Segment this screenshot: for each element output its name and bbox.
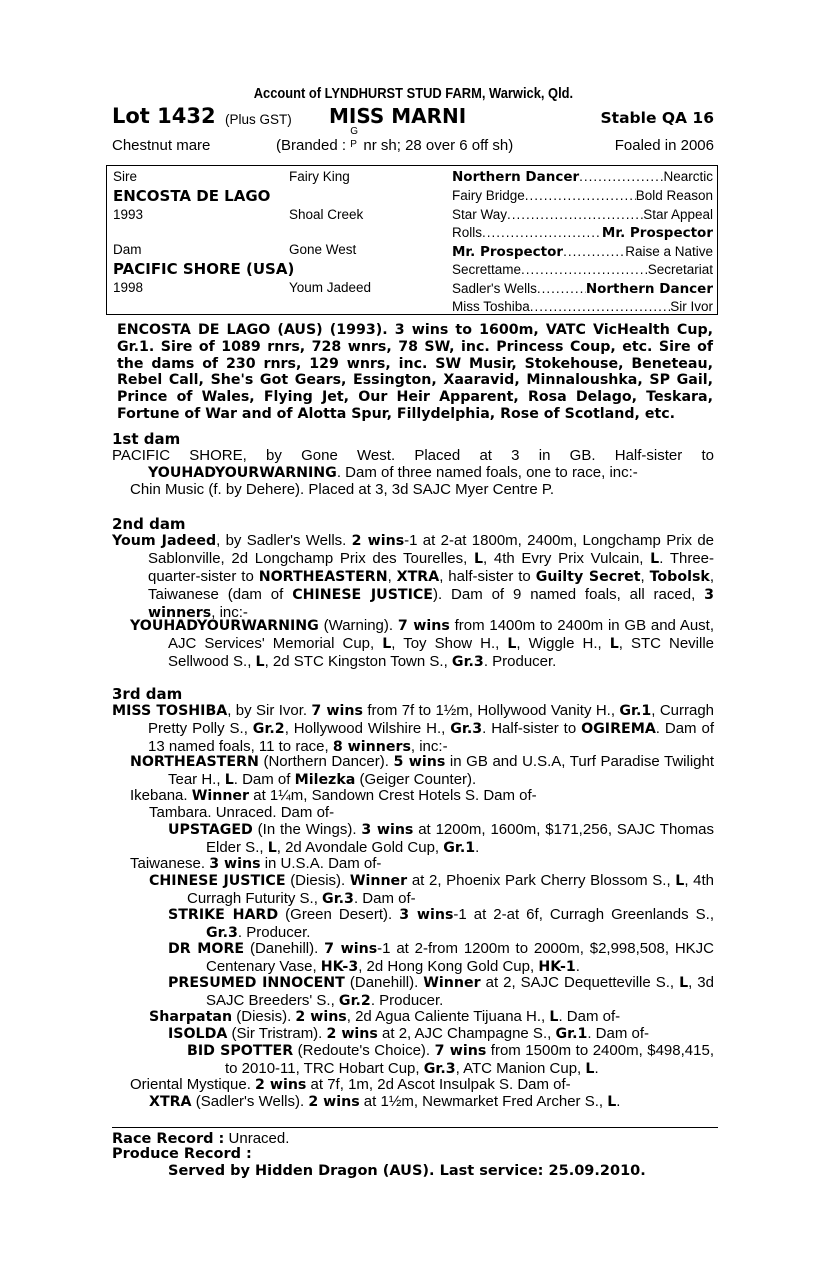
emphasized-text: Sharpatan xyxy=(149,1009,233,1025)
horse-description xyxy=(112,126,714,157)
entry-text: , inc:- xyxy=(410,738,448,755)
pedigree-entry xyxy=(112,447,714,482)
pedigree-entry xyxy=(168,821,714,857)
entry-text: . Dam of- xyxy=(353,890,416,907)
gen3-ancestor: Mr. Prospector xyxy=(452,244,564,260)
entry-text: . xyxy=(475,839,480,856)
emphasized-text: YOUHADYOURWARNING xyxy=(130,618,319,634)
race-record-label: Race Record : xyxy=(112,1131,225,1147)
entry-text: . xyxy=(616,1093,621,1110)
entry-text: , Wiggle H., xyxy=(516,635,610,652)
emphasized-text: Gr.1 xyxy=(555,1026,588,1042)
color-sex: Chestnut mare xyxy=(112,137,211,154)
emphasized-text: L xyxy=(609,636,619,652)
entry-text: Tambara. Unraced. Dam of- xyxy=(149,804,335,821)
emphasized-text: 2 wins xyxy=(255,1077,307,1093)
emphasized-text: 2 wins xyxy=(308,1094,360,1110)
entry-text: . Producer. xyxy=(237,924,311,941)
entry-text: at 2, AJC Champagne S., xyxy=(377,1025,556,1042)
leader-dots xyxy=(530,299,670,314)
gen3-ancestor-sire: Bold Reason xyxy=(635,188,713,203)
leader-dots xyxy=(507,207,643,222)
emphasized-text: YOUHADYOURWARNING xyxy=(148,465,337,481)
entry-text: , 4th Evry Prix Vulcain, xyxy=(483,550,651,567)
brand-mark xyxy=(350,126,359,154)
entry-text: from 7f to 1½m, Hollywood Vanity H., xyxy=(362,702,620,719)
emphasized-text: Gr.2 xyxy=(338,993,371,1009)
records-divider xyxy=(112,1127,718,1128)
emphasized-text: Gr.3 xyxy=(423,1061,456,1077)
leader-dots xyxy=(521,262,648,277)
sire-year: 1993 xyxy=(113,207,144,222)
foaled-year: Foaled in 2006 xyxy=(614,137,714,154)
pedigree-entry xyxy=(149,1008,714,1026)
emphasized-text: 3 wins xyxy=(209,856,261,872)
entry-text: Taiwanese. xyxy=(130,855,210,872)
emphasized-text: OGIREMA xyxy=(581,721,656,737)
gen3-ancestor: Secrettame xyxy=(452,262,522,277)
entry-text: (In the Wings). xyxy=(252,821,362,838)
entry-text: . xyxy=(575,958,580,975)
sire-name: ENCOSTA DE LAGO xyxy=(113,187,271,205)
gen3-ancestor-sire: Sir Ivor xyxy=(670,299,713,314)
entry-text: , 2d STC Kingston Town S., xyxy=(264,653,452,670)
entry-text: , by Sadler's Wells. xyxy=(216,532,352,549)
entry-text: . Three-quarter-sister to xyxy=(148,550,714,585)
gen3-ancestor-sire: Northern Dancer xyxy=(585,281,713,297)
race-record-value: Unraced. xyxy=(228,1130,290,1147)
emphasized-text: L xyxy=(267,840,277,856)
entry-text: , Taiwanese (dam of xyxy=(148,568,714,603)
leader-dots xyxy=(579,169,663,185)
entry-text: . xyxy=(594,1060,599,1077)
emphasized-text: 2 wins xyxy=(326,1026,378,1042)
entry-text: (Danehill). xyxy=(244,940,325,957)
emphasized-text: Gr.3 xyxy=(322,891,354,907)
emphasized-text: Winner xyxy=(349,873,408,889)
entry-text: at 2, SAJC Dequetteville S., xyxy=(480,974,680,991)
entry-text: , 2d Hong Kong Gold Cup, xyxy=(358,958,539,975)
pedigree-entry xyxy=(112,702,714,756)
entry-text: (Geiger Counter). xyxy=(355,771,477,788)
entry-text: , by Sir Ivor. xyxy=(227,702,312,719)
emphasized-text: L xyxy=(507,636,517,652)
entry-text: (Sadler's Wells). xyxy=(191,1093,309,1110)
sire-summary: ENCOSTA DE LAGO (AUS) (1993). 3 wins to 1600m, VATC VicHealth Cup, Gr.1. Sire of 1089 rnrs, 728 wnrs, 78 SW, inc. Princess Coup, etc. Sire of the dams of 230 rnrs, 129 wnrs, inc. SW Musir, Stokehouse, Beneteau, Rebel Call, She's Got Gears, Essington, Xaaravid, Minnaloushka, SP Gail, Prince of Wales, Flying Jet, Our Heir Apparent, Rosa Delago, Teskara, Fortune of War and of Alotta Spur, Fillydelphia, Rose of Scotland, etc. xyxy=(117,322,713,422)
entry-text: , 2d Agua Caliente Tijuana H., xyxy=(346,1008,550,1025)
entry-text: (Diesis). xyxy=(285,872,350,889)
emphasized-text: HK-3 xyxy=(320,959,359,975)
brand-info xyxy=(276,126,514,154)
pedigree-entry xyxy=(130,1076,714,1094)
entry-text: . Half-sister to xyxy=(482,720,582,737)
emphasized-text: UPSTAGED xyxy=(168,822,253,838)
entry-text: in GB and U.S.A, Turf Paradise Twilight Tear H., xyxy=(168,753,715,788)
pedigree-gen3-row xyxy=(452,244,713,260)
emphasized-text: CHINESE JUSTICE xyxy=(149,873,286,889)
entry-text: -1 at 2-from 1200m to 2000m, $2,998,508, HKJC Centenary Vase, xyxy=(206,940,714,975)
emphasized-text: Winner xyxy=(191,788,250,804)
brand-mark-top: G xyxy=(350,126,358,137)
entry-text: (Danehill). xyxy=(344,974,424,991)
emphasized-text: Gr.1 xyxy=(619,703,652,719)
pedigree-entry xyxy=(168,940,714,976)
entry-text: (Sir Tristram). xyxy=(227,1025,327,1042)
pedigree-gen3-row xyxy=(452,169,713,185)
entry-text: . Dam of 13 named foals, 11 to race, xyxy=(148,720,714,755)
emphasized-text: Youm Jadeed xyxy=(112,533,217,549)
pedigree-entry xyxy=(149,804,714,821)
emphasized-text: STRIKE HARD xyxy=(168,907,279,923)
entry-text: , 3d SAJC Breeders' S., xyxy=(206,974,714,1009)
entry-text: , Curragh Pretty Polly S., xyxy=(148,702,715,737)
section-title-3rd-dam: 3rd dam xyxy=(112,685,183,703)
brand-suffix: nr sh; 28 over 6 off sh) xyxy=(363,137,514,154)
emphasized-text: Tobolsk xyxy=(649,569,710,585)
emphasized-text: 2 wins xyxy=(295,1009,347,1025)
emphasized-text: L xyxy=(675,873,685,889)
gen3-ancestor-sire: Secretariat xyxy=(647,262,713,277)
emphasized-text: XTRA xyxy=(149,1094,192,1110)
pedigree-gen3-row xyxy=(452,262,713,277)
emphasized-text: L xyxy=(224,772,234,788)
leader-dots xyxy=(482,225,602,241)
horse-name: MISS MARNI xyxy=(329,104,467,128)
gen3-ancestor-sire: Nearctic xyxy=(663,169,713,184)
emphasized-text: DR MORE xyxy=(168,941,245,957)
emphasized-text: ISOLDA xyxy=(168,1026,228,1042)
lot-header xyxy=(112,104,714,130)
emphasized-text: MISS TOSHIBA xyxy=(112,703,228,719)
pedigree-entry xyxy=(168,974,714,1010)
gen3-ancestor-sire: Star Appeal xyxy=(643,207,713,222)
entry-text: Ikebana. xyxy=(130,787,192,804)
emphasized-text: CHINESE JUSTICE xyxy=(292,587,433,603)
pedigree-entry xyxy=(130,481,714,498)
entry-text: . Dam of- xyxy=(587,1025,650,1042)
emphasized-text: 3 winners xyxy=(148,587,714,621)
entry-text: , half-sister to xyxy=(439,568,536,585)
emphasized-text: Gr.3 xyxy=(450,721,483,737)
entry-text: (Warning). xyxy=(318,617,398,634)
dam-dam: Youm Jadeed xyxy=(289,280,372,295)
emphasized-text: Gr.2 xyxy=(252,721,285,737)
emphasized-text: Milezka xyxy=(294,772,356,788)
pedigree-entry xyxy=(168,1025,714,1043)
emphasized-text: 3 wins xyxy=(361,822,414,838)
entry-text: Oriental Mystique. xyxy=(130,1076,256,1093)
pedigree-entry xyxy=(168,906,714,942)
pedigree-gen3-row xyxy=(452,281,713,297)
entry-text: , STC Neville Sellwood S., xyxy=(168,635,715,670)
dam-label: Dam xyxy=(113,242,142,257)
emphasized-text: BID SPOTTER xyxy=(187,1043,294,1059)
gen3-ancestor-sire: Raise a Native xyxy=(625,244,713,259)
brand-prefix: (Branded : xyxy=(276,137,347,154)
emphasized-text: Guilty Secret xyxy=(535,569,641,585)
entry-text: PACIFIC SHORE, by Gone West. Placed at 3 in GB. Half-sister to xyxy=(112,447,714,464)
pedigree-entry xyxy=(112,532,714,622)
entry-text: at 1¼m, Sandown Crest Hotels S. Dam of- xyxy=(249,787,537,804)
pedigree-entry xyxy=(149,1093,714,1111)
emphasized-text: 5 wins xyxy=(393,754,446,770)
entry-text: from 1400m to 2400m in GB and Aust, AJC Services' Memorial Cup, xyxy=(168,617,715,652)
entry-text: Chin Music (f. by Dehere). Placed at 3, 3d SAJC Myer Centre P. xyxy=(130,481,555,498)
pedigree-entry xyxy=(130,617,714,671)
emphasized-text: Gr.3 xyxy=(206,925,238,941)
entry-text: , Hollywood Wilshire H., xyxy=(284,720,451,737)
emphasized-text: L xyxy=(549,1009,559,1025)
emphasized-text: L xyxy=(585,1061,595,1077)
race-record xyxy=(112,1130,289,1147)
entry-text: , xyxy=(640,568,650,585)
gen3-ancestor: Northern Dancer xyxy=(452,169,580,185)
emphasized-text: L xyxy=(255,654,265,670)
pedigree-entry xyxy=(149,872,714,908)
produce-record-label: Produce Record : xyxy=(112,1146,252,1162)
gen3-ancestor: Sadler's Wells xyxy=(452,281,537,296)
section-title-1st-dam: 1st dam xyxy=(112,430,181,448)
stable-number: Stable QA 16 xyxy=(600,109,714,127)
entry-text: -1 at 2-at 1800m, 2400m, Longchamp Prix de Sablonville, 2d Longchamp Prix des Tourelles, xyxy=(148,532,715,567)
emphasized-text: 7 wins xyxy=(434,1043,487,1059)
emphasized-text: Gr.3 xyxy=(451,654,484,670)
lot-gst-note: (Plus GST) xyxy=(225,112,292,127)
entry-text: (Diesis). xyxy=(232,1008,296,1025)
entry-text: . Producer. xyxy=(483,653,557,670)
leader-dots xyxy=(537,281,586,297)
sire-label: Sire xyxy=(113,169,138,184)
gen3-ancestor: Rolls xyxy=(452,225,483,240)
entry-text: (Green Desert). xyxy=(278,906,400,923)
entry-text: (Northern Dancer). xyxy=(258,753,394,770)
emphasized-text: 7 wins xyxy=(324,941,378,957)
entry-text: , 2d Avondale Gold Cup, xyxy=(276,839,444,856)
emphasized-text: 8 winners xyxy=(332,739,411,755)
entry-text: at 7f, 1m, 2d Ascot Insulpak S. Dam of- xyxy=(306,1076,571,1093)
pedigree-entry xyxy=(187,1042,714,1078)
entry-text: (Redoute's Choice). xyxy=(293,1042,435,1059)
pedigree-entry xyxy=(130,787,714,805)
emphasized-text: XTRA xyxy=(396,569,440,585)
emphasized-text: PRESUMED INNOCENT xyxy=(168,975,345,991)
gen3-ancestor-sire: Mr. Prospector xyxy=(601,225,713,241)
emphasized-text: L xyxy=(650,551,660,567)
gen3-ancestor: Miss Toshiba xyxy=(452,299,530,314)
pedigree-gen3-row xyxy=(452,188,713,203)
dam-sire: Gone West xyxy=(289,242,357,257)
entry-text: in U.S.A. Dam of- xyxy=(260,855,382,872)
entry-text: , 4th Curragh Futurity S., xyxy=(187,872,715,907)
entry-text: . Dam of xyxy=(233,771,295,788)
entry-text: , inc:- xyxy=(211,604,248,621)
emphasized-text: 3 wins xyxy=(399,907,454,923)
entry-text: . Producer. xyxy=(370,992,444,1009)
emphasized-text: L xyxy=(473,551,483,567)
dam-year: 1998 xyxy=(113,280,144,295)
emphasized-text: Gr.1 xyxy=(443,840,476,856)
entry-text: from 1500m to 2400m, $498,415, to 2010-11, TRC Hobart Cup, xyxy=(225,1042,714,1077)
emphasized-text: 7 wins xyxy=(397,618,450,634)
pedigree-gen3-row xyxy=(452,225,713,241)
brand-mark-bottom: P xyxy=(350,139,357,150)
sire-sire: Fairy King xyxy=(289,169,350,184)
section-title-2nd-dam: 2nd dam xyxy=(112,515,186,533)
emphasized-text: NORTHEASTERN xyxy=(130,754,259,770)
gen3-ancestor: Star Way xyxy=(452,207,508,222)
emphasized-text: 2 wins xyxy=(351,533,405,549)
entry-text: at 2, Phoenix Park Cherry Blossom S., xyxy=(407,872,676,889)
emphasized-text: L xyxy=(679,975,689,991)
pedigree-gen3-row xyxy=(452,207,713,222)
emphasized-text: HK-1 xyxy=(538,959,576,975)
leader-dots xyxy=(563,244,625,260)
entry-text: . Dam of three named foals, one to race, inc:- xyxy=(336,464,638,481)
leader-dots xyxy=(525,188,636,203)
pedigree-entry xyxy=(130,753,714,789)
entry-text: , Toy Show H., xyxy=(391,635,508,652)
pedigree-table xyxy=(106,165,718,315)
lot-number: Lot 1432 xyxy=(112,104,216,128)
emphasized-text: NORTHEASTERN xyxy=(258,569,388,585)
entry-text: ). Dam of 9 named foals, all raced, xyxy=(432,586,705,603)
pedigree-gen3-row xyxy=(452,299,713,314)
entry-text: at 1200m, 1600m, $171,256, SAJC Thomas Elder S., xyxy=(206,821,714,856)
gen3-ancestor: Fairy Bridge xyxy=(452,188,525,203)
emphasized-text: Winner xyxy=(423,975,481,991)
emphasized-text: 7 wins xyxy=(311,703,363,719)
entry-text: , ATC Manion Cup, xyxy=(455,1060,586,1077)
produce-record-value: Served by Hidden Dragon (AUS). Last service: 25.09.2010. xyxy=(168,1163,646,1179)
vendor-account-line: Account of LYNDHURST STUD FARM, Warwick, Qld. xyxy=(253,85,574,102)
sire-dam: Shoal Creek xyxy=(289,207,364,222)
entry-text: -1 at 2-at 6f, Curragh Greenlands S., xyxy=(453,906,715,923)
entry-text: , xyxy=(387,568,397,585)
emphasized-text: L xyxy=(382,636,392,652)
emphasized-text: L xyxy=(607,1094,617,1110)
entry-text: at 1½m, Newmarket Fred Archer S., xyxy=(359,1093,608,1110)
entry-text: . Dam of- xyxy=(558,1008,621,1025)
pedigree-entry xyxy=(130,855,714,873)
dam-name: PACIFIC SHORE (USA) xyxy=(113,260,295,278)
